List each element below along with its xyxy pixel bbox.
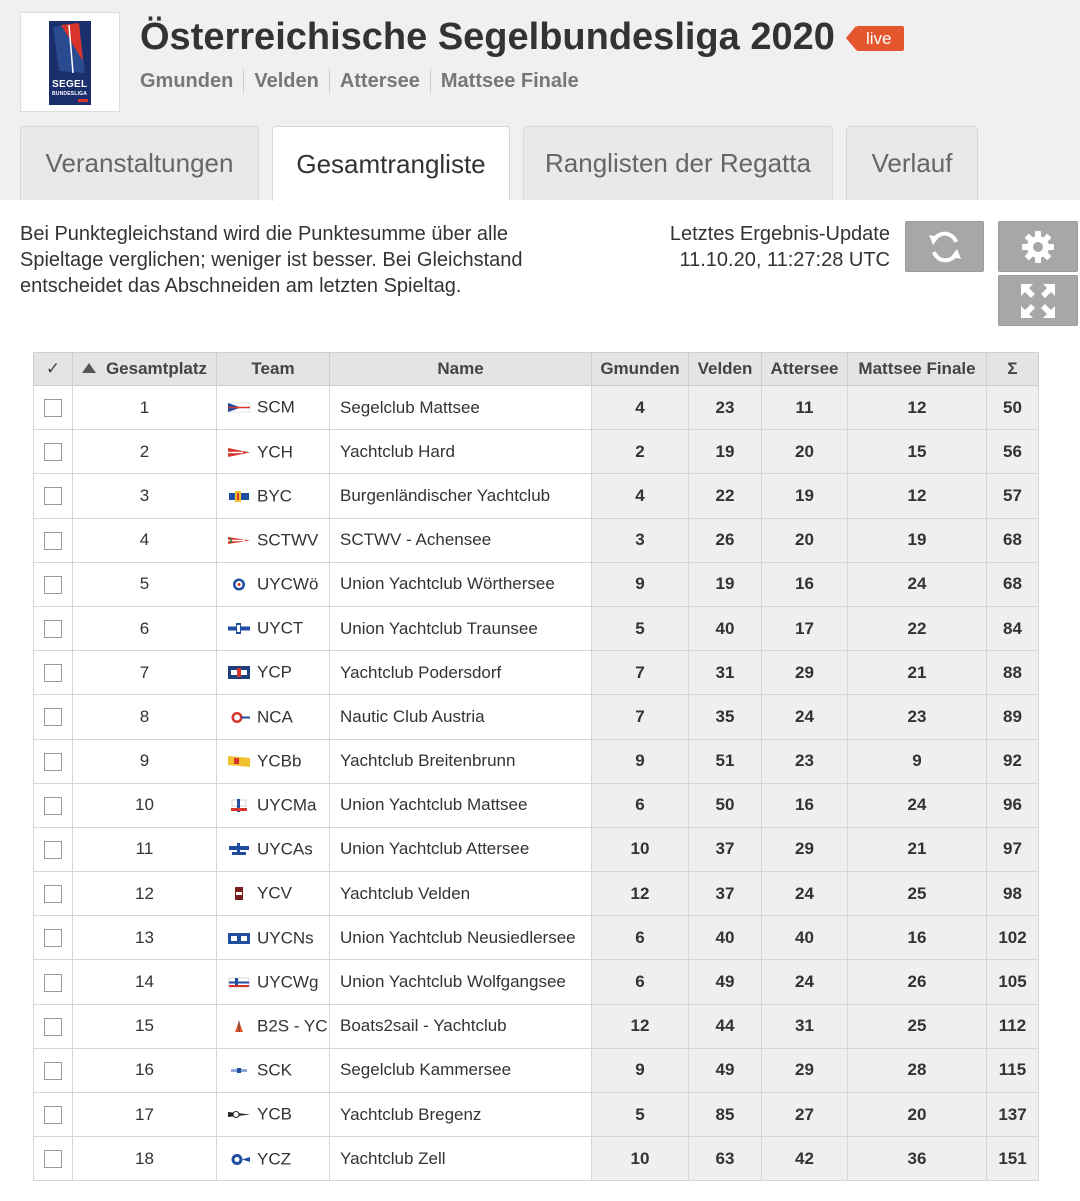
attersee-points-cell: 40 (762, 916, 848, 960)
rank-cell: 7 (73, 651, 217, 695)
sum-points-cell: 84 (987, 606, 1039, 650)
velden-points-cell: 37 (689, 827, 762, 871)
row-checkbox[interactable] (44, 885, 62, 903)
rank-cell: 8 (73, 695, 217, 739)
sum-points-cell: 57 (987, 474, 1039, 518)
rank-cell: 5 (73, 562, 217, 606)
page-title: Österreichische Segelbundesliga 2020 (140, 16, 835, 58)
league-logo[interactable] (20, 12, 120, 112)
row-select-cell (34, 430, 73, 474)
attersee-points-cell: 23 (762, 739, 848, 783)
rank-cell: 14 (73, 960, 217, 1004)
club-flag-icon (227, 489, 251, 504)
table-row[interactable] (34, 827, 1039, 871)
row-checkbox[interactable] (44, 576, 62, 594)
header-name[interactable]: Name (330, 353, 592, 386)
mattsee-finale-points-cell: 23 (848, 695, 987, 739)
sum-points-cell: 102 (987, 916, 1039, 960)
rank-cell: 2 (73, 430, 217, 474)
velden-points-cell: 37 (689, 872, 762, 916)
attersee-points-cell: 17 (762, 606, 848, 650)
club-flag-icon (227, 842, 251, 857)
club-flag-icon (227, 577, 251, 592)
team-cell (217, 1093, 330, 1137)
gmunden-points-cell: 6 (592, 960, 689, 1004)
attersee-points-cell: 11 (762, 386, 848, 430)
table-row[interactable] (34, 518, 1039, 562)
mattsee-finale-points-cell: 24 (848, 562, 987, 606)
row-checkbox[interactable] (44, 487, 62, 505)
team-code: YCP (257, 662, 292, 682)
header-gmunden[interactable]: Gmunden (592, 353, 689, 386)
mattsee-finale-points-cell: 9 (848, 739, 987, 783)
row-checkbox[interactable] (44, 841, 62, 859)
team-cell (217, 739, 330, 783)
mattsee-finale-points-cell: 19 (848, 518, 987, 562)
gmunden-points-cell: 9 (592, 1048, 689, 1092)
club-name-cell: Yachtclub Velden (330, 872, 592, 916)
gmunden-points-cell: 12 (592, 1004, 689, 1048)
row-checkbox[interactable] (44, 1106, 62, 1124)
club-name-cell: Segelclub Kammersee (330, 1048, 592, 1092)
logo-accent (78, 99, 88, 102)
rank-cell: 6 (73, 606, 217, 650)
logo-emblem (49, 21, 91, 105)
table-row[interactable] (34, 695, 1039, 739)
club-name-cell: Segelclub Mattsee (330, 386, 592, 430)
rank-cell: 3 (73, 474, 217, 518)
table-row[interactable] (34, 739, 1039, 783)
rank-cell: 9 (73, 739, 217, 783)
rank-cell: 18 (73, 1137, 217, 1181)
sum-points-cell: 115 (987, 1048, 1039, 1092)
team-cell (217, 430, 330, 474)
gmunden-points-cell: 9 (592, 739, 689, 783)
mattsee-finale-points-cell: 20 (848, 1093, 987, 1137)
last-update (600, 221, 890, 273)
gmunden-points-cell: 5 (592, 1093, 689, 1137)
gmunden-points-cell: 10 (592, 1137, 689, 1181)
club-flag-icon (227, 798, 251, 813)
club-flag-icon (227, 975, 251, 990)
club-name-cell: Union Yachtclub Traunsee (330, 606, 592, 650)
row-select-cell (34, 518, 73, 562)
row-checkbox[interactable] (44, 664, 62, 682)
sum-points-cell: 151 (987, 1137, 1039, 1181)
header-select[interactable]: ✓ (34, 353, 73, 386)
team-cell (217, 783, 330, 827)
refresh-icon (925, 227, 965, 267)
table-row[interactable] (34, 916, 1039, 960)
club-name-cell: Union Yachtclub Attersee (330, 827, 592, 871)
team-code: UYCWg (257, 972, 319, 992)
sail-icon (49, 21, 91, 77)
mattsee-finale-points-cell: 12 (848, 386, 987, 430)
header-team[interactable]: Team (217, 353, 330, 386)
row-select-cell (34, 695, 73, 739)
sum-points-cell: 88 (987, 651, 1039, 695)
team-cell (217, 518, 330, 562)
team-cell (217, 960, 330, 1004)
table-row[interactable] (34, 386, 1039, 430)
club-name-cell: Union Yachtclub Wolfgangsee (330, 960, 592, 1004)
club-flag-icon (227, 886, 251, 901)
attersee-points-cell: 27 (762, 1093, 848, 1137)
club-name-cell: Union Yachtclub Neusiedlersee (330, 916, 592, 960)
club-flag-icon (227, 710, 251, 725)
gmunden-points-cell: 6 (592, 916, 689, 960)
row-checkbox[interactable] (44, 708, 62, 726)
row-select-cell (34, 562, 73, 606)
row-select-cell (34, 1093, 73, 1137)
row-checkbox[interactable] (44, 753, 62, 771)
club-name-cell: Yachtclub Breitenbrunn (330, 739, 592, 783)
row-checkbox[interactable] (44, 1018, 62, 1036)
attersee-points-cell: 24 (762, 695, 848, 739)
team-cell (217, 651, 330, 695)
club-flag-icon (227, 665, 251, 680)
row-checkbox[interactable] (44, 797, 62, 815)
table-row[interactable] (34, 783, 1039, 827)
header-gesamtplatz[interactable] (73, 353, 217, 386)
attersee-points-cell: 16 (762, 562, 848, 606)
team-code: UYCMa (257, 795, 317, 815)
sum-points-cell: 96 (987, 783, 1039, 827)
velden-points-cell: 26 (689, 518, 762, 562)
gmunden-points-cell: 7 (592, 695, 689, 739)
club-flag-icon (227, 1107, 251, 1122)
team-cell (217, 695, 330, 739)
attersee-points-cell: 24 (762, 872, 848, 916)
event-link-attersee[interactable]: Attersee (329, 69, 430, 93)
mattsee-finale-points-cell: 28 (848, 1048, 987, 1092)
team-code: UYCNs (257, 928, 314, 948)
header-velden[interactable]: Velden (689, 353, 762, 386)
team-code: B2S - YC (257, 1016, 328, 1036)
row-select-cell (34, 916, 73, 960)
sum-points-cell: 68 (987, 518, 1039, 562)
tab-gesamtrangliste[interactable]: Gesamtrangliste (272, 126, 510, 201)
table-row[interactable] (34, 872, 1039, 916)
mattsee-finale-points-cell: 15 (848, 430, 987, 474)
attersee-points-cell: 29 (762, 1048, 848, 1092)
row-select-cell (34, 474, 73, 518)
header (0, 0, 1080, 200)
gmunden-points-cell: 10 (592, 827, 689, 871)
sum-points-cell: 68 (987, 562, 1039, 606)
velden-points-cell: 44 (689, 1004, 762, 1048)
live-badge: live (856, 26, 904, 51)
gmunden-points-cell: 4 (592, 386, 689, 430)
header-attersee[interactable]: Attersee (762, 353, 848, 386)
rank-cell: 12 (73, 872, 217, 916)
gmunden-points-cell: 7 (592, 651, 689, 695)
team-code: SCTWV (257, 530, 319, 550)
header-mattsee-finale[interactable]: Mattsee Finale (848, 353, 987, 386)
fullscreen-button[interactable] (998, 275, 1078, 326)
event-link-gmunden[interactable]: Gmunden (140, 70, 234, 92)
event-nav (140, 66, 589, 96)
club-flag-icon (227, 445, 251, 460)
attersee-points-cell: 42 (762, 1137, 848, 1181)
club-name-cell: Nautic Club Austria (330, 695, 592, 739)
club-name-cell: Union Yachtclub Mattsee (330, 783, 592, 827)
rank-cell: 13 (73, 916, 217, 960)
tab-veranstaltungen[interactable]: Veranstaltungen (20, 126, 259, 200)
mattsee-finale-points-cell: 25 (848, 872, 987, 916)
sum-points-cell: 56 (987, 430, 1039, 474)
row-select-cell (34, 827, 73, 871)
velden-points-cell: 22 (689, 474, 762, 518)
header-gesamtplatz-label: Gesamtplatz (105, 359, 208, 378)
club-name-cell: Boats2sail - Yachtclub (330, 1004, 592, 1048)
rank-cell: 11 (73, 827, 217, 871)
attersee-points-cell: 19 (762, 474, 848, 518)
row-checkbox[interactable] (44, 399, 62, 417)
attersee-points-cell: 20 (762, 430, 848, 474)
team-code: YCH (257, 442, 293, 462)
expand-icon (1019, 282, 1057, 320)
club-flag-icon (227, 400, 251, 415)
gmunden-points-cell: 4 (592, 474, 689, 518)
club-name-cell: Yachtclub Zell (330, 1137, 592, 1181)
team-cell (217, 386, 330, 430)
table-row[interactable] (34, 430, 1039, 474)
club-name-cell: Union Yachtclub Wörthersee (330, 562, 592, 606)
row-select-cell (34, 1004, 73, 1048)
mattsee-finale-points-cell: 21 (848, 827, 987, 871)
row-select-cell (34, 783, 73, 827)
sum-points-cell: 97 (987, 827, 1039, 871)
team-cell (217, 827, 330, 871)
last-update-time: 11.10.20, 11:27:28 UTC (679, 249, 890, 271)
team-code: YCBb (257, 751, 302, 771)
row-checkbox[interactable] (44, 929, 62, 947)
row-select-cell (34, 960, 73, 1004)
mattsee-finale-points-cell: 16 (848, 916, 987, 960)
row-checkbox[interactable] (44, 974, 62, 992)
mattsee-finale-points-cell: 36 (848, 1137, 987, 1181)
tab-ranglisten-der-regatta[interactable]: Ranglisten der Regatta (523, 126, 833, 200)
row-select-cell (34, 1048, 73, 1092)
table-header-row (34, 353, 1039, 386)
velden-points-cell: 19 (689, 430, 762, 474)
mattsee-finale-points-cell: 24 (848, 783, 987, 827)
mattsee-finale-points-cell: 22 (848, 606, 987, 650)
row-checkbox[interactable] (44, 620, 62, 638)
gmunden-points-cell: 2 (592, 430, 689, 474)
velden-points-cell: 49 (689, 960, 762, 1004)
club-flag-icon (227, 754, 251, 769)
velden-points-cell: 40 (689, 606, 762, 650)
team-code: UYCWö (257, 574, 319, 594)
row-checkbox[interactable] (44, 1062, 62, 1080)
team-cell (217, 606, 330, 650)
ranking-table (33, 352, 1039, 1181)
rank-cell: 1 (73, 386, 217, 430)
team-code: YCZ (257, 1149, 291, 1169)
gmunden-points-cell: 3 (592, 518, 689, 562)
table-row[interactable] (34, 562, 1039, 606)
row-checkbox[interactable] (44, 1150, 62, 1168)
velden-points-cell: 40 (689, 916, 762, 960)
sum-points-cell: 137 (987, 1093, 1039, 1137)
table-row[interactable] (34, 960, 1039, 1004)
attersee-points-cell: 29 (762, 827, 848, 871)
team-cell (217, 1048, 330, 1092)
mattsee-finale-points-cell: 21 (848, 651, 987, 695)
velden-points-cell: 31 (689, 651, 762, 695)
row-checkbox[interactable] (44, 443, 62, 461)
team-cell (217, 1004, 330, 1048)
attersee-points-cell: 16 (762, 783, 848, 827)
club-flag-icon (227, 533, 251, 548)
event-link-mattsee-finale[interactable]: Mattsee Finale (430, 69, 589, 93)
table-row[interactable] (34, 1093, 1039, 1137)
velden-points-cell: 23 (689, 386, 762, 430)
gmunden-points-cell: 9 (592, 562, 689, 606)
last-update-label: Letztes Ergebnis-Update (669, 223, 890, 245)
gmunden-points-cell: 6 (592, 783, 689, 827)
club-name-cell: Yachtclub Hard (330, 430, 592, 474)
team-code: SCK (257, 1060, 292, 1080)
row-select-cell (34, 739, 73, 783)
team-code: SCM (257, 397, 295, 417)
table-row[interactable] (34, 1137, 1039, 1181)
sum-points-cell: 89 (987, 695, 1039, 739)
table-row[interactable] (34, 474, 1039, 518)
row-select-cell (34, 386, 73, 430)
row-select-cell (34, 606, 73, 650)
velden-points-cell: 19 (689, 562, 762, 606)
row-select-cell (34, 872, 73, 916)
gear-icon (1019, 228, 1057, 266)
team-cell (217, 1137, 330, 1181)
row-select-cell (34, 1137, 73, 1181)
settings-button[interactable] (998, 221, 1078, 272)
rank-cell: 16 (73, 1048, 217, 1092)
velden-points-cell: 49 (689, 1048, 762, 1092)
team-cell (217, 916, 330, 960)
club-name-cell: Yachtclub Bregenz (330, 1093, 592, 1137)
gmunden-points-cell: 5 (592, 606, 689, 650)
header-sum[interactable]: Σ (987, 353, 1039, 386)
club-flag-icon (227, 931, 251, 946)
tab-verlauf[interactable]: Verlauf (846, 126, 978, 200)
club-flag-icon (227, 1152, 251, 1167)
velden-points-cell: 35 (689, 695, 762, 739)
sum-points-cell: 92 (987, 739, 1039, 783)
team-code: NCA (257, 707, 293, 727)
mattsee-finale-points-cell: 26 (848, 960, 987, 1004)
sum-points-cell: 98 (987, 872, 1039, 916)
sum-points-cell: 50 (987, 386, 1039, 430)
team-cell (217, 474, 330, 518)
rank-cell: 4 (73, 518, 217, 562)
refresh-button[interactable] (905, 221, 984, 272)
club-flag-icon (227, 621, 251, 636)
attersee-points-cell: 31 (762, 1004, 848, 1048)
team-code: UYCT (257, 618, 304, 638)
rank-cell: 17 (73, 1093, 217, 1137)
sort-ascending-icon (82, 363, 96, 373)
row-select-cell (34, 651, 73, 695)
club-name-cell: Burgenländischer Yachtclub (330, 474, 592, 518)
velden-points-cell: 50 (689, 783, 762, 827)
velden-points-cell: 85 (689, 1093, 762, 1137)
team-code: YCB (257, 1104, 292, 1124)
rank-cell: 10 (73, 783, 217, 827)
gmunden-points-cell: 12 (592, 872, 689, 916)
velden-points-cell: 63 (689, 1137, 762, 1181)
sum-points-cell: 105 (987, 960, 1039, 1004)
club-flag-icon (227, 1063, 251, 1078)
logo-subtext: BUNDESLIGA (52, 91, 88, 97)
row-checkbox[interactable] (44, 532, 62, 550)
attersee-points-cell: 20 (762, 518, 848, 562)
table-row[interactable] (34, 651, 1039, 695)
club-name-cell: SCTWV - Achensee (330, 518, 592, 562)
team-code: YCV (257, 883, 292, 903)
mattsee-finale-points-cell: 25 (848, 1004, 987, 1048)
sum-points-cell: 112 (987, 1004, 1039, 1048)
team-cell (217, 872, 330, 916)
mattsee-finale-points-cell: 12 (848, 474, 987, 518)
table-row[interactable] (34, 1048, 1039, 1092)
team-code: UYCAs (257, 839, 313, 859)
club-name-cell: Yachtclub Podersdorf (330, 651, 592, 695)
table-row[interactable] (34, 606, 1039, 650)
rank-cell: 15 (73, 1004, 217, 1048)
team-code: BYC (257, 486, 292, 506)
velden-points-cell: 51 (689, 739, 762, 783)
logo-text: SEGEL (52, 79, 88, 90)
ranking-table-body (34, 386, 1039, 1181)
table-row[interactable] (34, 1004, 1039, 1048)
team-cell (217, 562, 330, 606)
tiebreak-note: Bei Punktegleichstand wird die Punktesumme über alle Spieltage verglichen; weniger ist besser. Bei Gleichstand entscheidet das Abschneiden am letzten Spieltag. (20, 223, 523, 297)
attersee-points-cell: 24 (762, 960, 848, 1004)
event-link-velden[interactable]: Velden (243, 69, 328, 93)
attersee-points-cell: 29 (762, 651, 848, 695)
club-flag-icon (227, 1019, 251, 1034)
